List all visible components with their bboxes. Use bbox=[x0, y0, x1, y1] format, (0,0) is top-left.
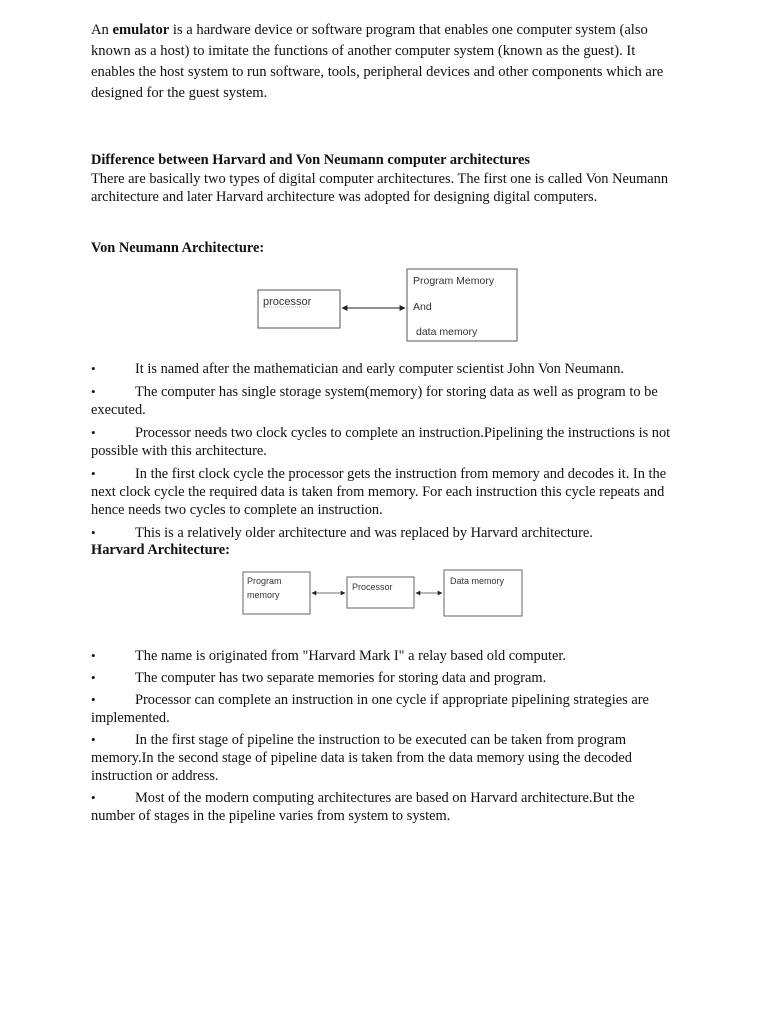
list-item bbox=[91, 465, 681, 519]
list-item bbox=[91, 524, 681, 542]
bullet-text: In the first clock cycle the processor gets the instruction from memory and decodes it. In the next clock cycle the required data is taken from memory. For each instruction this cycle repeats and hence needs two cycles to complete an instruction. bbox=[91, 466, 667, 518]
bullet-dot: • bbox=[91, 670, 96, 685]
bullet-text: It is named after the mathematician and early computer scientist John Von Neumann. bbox=[135, 361, 625, 377]
bullet-text: In the first stage of pipeline the instruction to be executed can be taken from program memory.In the second stage of pipeline data is taken from the data memory using the decoded instruction or address. bbox=[91, 732, 632, 784]
vn-memory-line1: Program Memory bbox=[413, 275, 495, 287]
harvard-bullets bbox=[91, 647, 681, 825]
bullet-dot: • bbox=[91, 692, 96, 707]
vn-processor-label: processor bbox=[263, 296, 312, 308]
bullet-text: This is a relatively older architecture and was replaced by Harvard architecture. bbox=[135, 525, 593, 541]
list-item bbox=[91, 360, 681, 378]
bullet-dot: • bbox=[91, 790, 96, 805]
bullet-dot: • bbox=[91, 361, 96, 376]
bullet-dot: • bbox=[91, 425, 96, 440]
intro-term: emulator bbox=[112, 22, 170, 38]
list-item bbox=[91, 731, 681, 785]
harvard-diagram bbox=[243, 570, 522, 616]
bullet-dot: • bbox=[91, 525, 96, 540]
vn-memory-line2: And bbox=[413, 301, 432, 313]
hv-program-line2: memory bbox=[247, 590, 280, 600]
hv-processor-label: Processor bbox=[352, 582, 393, 592]
bullet-text: Most of the modern computing architectures are based on Harvard architecture.But the number of stages in the pipeline varies from system to system. bbox=[91, 790, 635, 824]
list-item bbox=[91, 383, 681, 419]
list-item bbox=[91, 647, 681, 665]
section-heading: Difference between Harvard and Von Neumann computer architectures bbox=[91, 152, 531, 168]
von-neumann-diagram bbox=[258, 269, 517, 341]
hv-data-label: Data memory bbox=[450, 576, 505, 586]
bullet-text: Processor needs two clock cycles to complete an instruction.Pipelining the instructions is not possible with this architecture. bbox=[91, 425, 671, 459]
bullet-dot: • bbox=[91, 648, 96, 663]
hv-program-line1: Program bbox=[247, 576, 282, 586]
bullet-dot: • bbox=[91, 732, 96, 747]
bullet-text: The name is originated from "Harvard Mark I" a relay based old computer. bbox=[135, 648, 566, 664]
intro-text: is a hardware device or software program that enables one computer system (also known as a host) to imitate the functions of another computer system (known as the guest). It enables the host system to run software, tools, peripheral devices and other components which are designed for the guest system. bbox=[91, 22, 664, 101]
vn-memory-line3: data memory bbox=[416, 326, 478, 338]
von-neumann-bullets bbox=[91, 360, 681, 542]
bullet-dot: • bbox=[91, 466, 96, 481]
bullet-dot: • bbox=[91, 384, 96, 399]
intro-lead: An bbox=[91, 22, 113, 38]
bullet-text: Processor can complete an instruction in one cycle if appropriate pipelining strategies are implemented. bbox=[91, 692, 649, 726]
list-item bbox=[91, 789, 681, 825]
bullet-text: The computer has two separate memories for storing data and program. bbox=[135, 670, 547, 686]
list-item bbox=[91, 669, 681, 687]
section-paragraph: There are basically two types of digital computer architectures. The first one is called Von Neumann architecture and later Harvard architecture was adopted for designing digital computers. bbox=[91, 171, 669, 205]
von-neumann-heading: Von Neumann Architecture: bbox=[91, 240, 265, 256]
harvard-heading: Harvard Architecture: bbox=[91, 542, 230, 558]
list-item bbox=[91, 424, 681, 460]
bullet-text: The computer has single storage system(memory) for storing data as well as program to be executed. bbox=[91, 384, 658, 418]
list-item bbox=[91, 691, 681, 727]
